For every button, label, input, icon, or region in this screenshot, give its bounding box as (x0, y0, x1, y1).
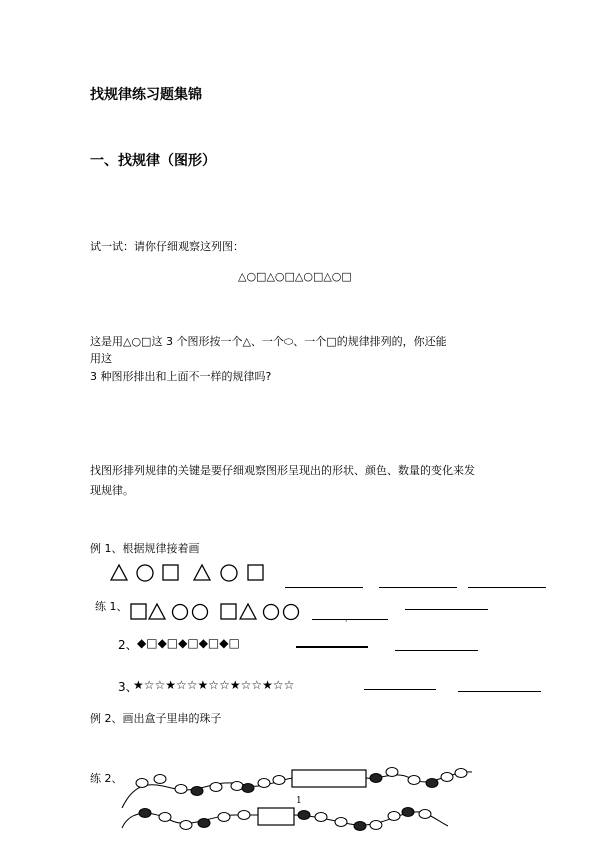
practice1-row2-label: 2、 (118, 638, 138, 652)
bead-black (426, 779, 438, 788)
example2-label: 例 2、画出盒子里串的珠子 (90, 712, 222, 725)
bead-black (139, 809, 151, 818)
bead-white (231, 782, 243, 791)
practice1-row3-label: 3、 (118, 680, 138, 694)
section-heading: 一、找规律（图形） (90, 153, 216, 169)
key-line2: 现规律。 (90, 484, 134, 497)
trial-sequence: △○□△○□△○□△○□ (238, 270, 352, 283)
box-bottom (258, 808, 294, 825)
bead-black (198, 819, 210, 828)
bead-white (136, 779, 148, 788)
bead-black (370, 774, 382, 783)
bead-black (402, 808, 414, 817)
bead-white (180, 821, 192, 830)
bead-white (388, 812, 400, 821)
bead-black (298, 811, 310, 820)
bead-white (175, 785, 187, 794)
bead-white (335, 818, 347, 827)
bead-white (154, 775, 166, 784)
tick-mark: ˈ (345, 619, 348, 628)
bead-white (315, 813, 327, 822)
bead-black (242, 784, 254, 793)
bead-white (258, 779, 270, 788)
bead-white (210, 783, 222, 792)
practice1-row3-sequence: ★☆☆★☆☆★☆☆★☆☆★☆☆ (133, 678, 295, 692)
bead-white (370, 821, 382, 830)
practice2-label: 练 2、 (90, 772, 123, 785)
trial-desc-line1: 这是用△○□这 3 个图形按一个△、一个⬭、一个□的规律排列的，你还能 (90, 335, 447, 348)
bead-black (191, 787, 203, 796)
bead-white (419, 810, 431, 819)
example1-label: 例 1、根据规律接着画 (90, 542, 200, 555)
trial-desc-line3: 3 种图形排出和上面不一样的规律吗? (90, 370, 272, 383)
bead-white (455, 769, 467, 778)
practice1-label: 练 1、 (95, 600, 128, 613)
bead-white (273, 776, 285, 785)
bead-white (238, 811, 250, 820)
bead-white (386, 768, 398, 777)
key-line1: 找图形排列规律的关键是要仔细观察图形呈现出的形状、颜色、数量的变化来发 (90, 464, 475, 477)
bead-white (218, 813, 230, 822)
bead-white (441, 773, 453, 782)
trial-label: 试一试：请你仔细观察这列图： (90, 240, 244, 253)
page-title: 找规律练习题集锦 (90, 87, 202, 103)
bead-white (408, 776, 420, 785)
bead-white (159, 813, 171, 822)
trial-desc-line2: 用这 (90, 352, 112, 365)
bead-black (354, 822, 366, 831)
box-top (292, 770, 366, 787)
page-number: 1 (296, 796, 302, 806)
practice1-row2-sequence: ◆□◆□◆□◆□◆□ (137, 636, 240, 650)
